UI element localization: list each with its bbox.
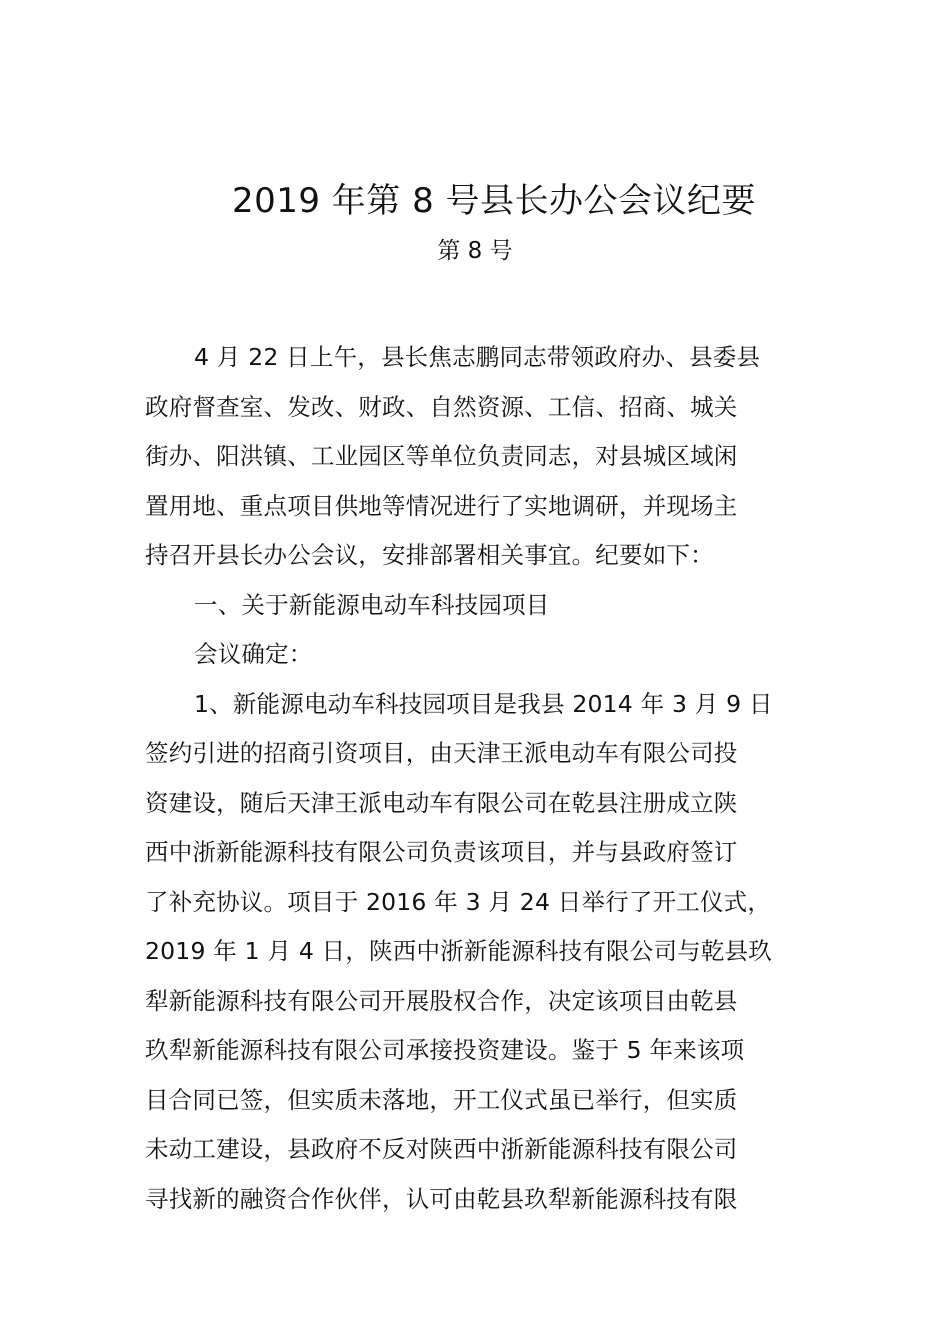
document-number: 第 8 号 xyxy=(437,238,513,264)
body-line: 签约引进的招商引资项目，由天津王派电动车有限公司投 xyxy=(145,739,738,767)
body-line: 1、新能源电动车科技园项目是我县 2014 年 3 月 9 日 xyxy=(194,689,773,718)
body-line: 会议确定： xyxy=(194,640,313,668)
body-line: 街办、阳洪镇、工业园区等单位负责同志，对县城区域闲 xyxy=(145,442,738,470)
body-line: 置用地、重点项目供地等情况进行了实地调研，并现场主 xyxy=(145,491,738,520)
body-line: 目合同已签，但实质未落地，开工仪式虽已举行，但实质 xyxy=(145,1085,738,1114)
body-line: 寻找新的融资合作伙伴，认可由乾县玖犁新能源科技有限 xyxy=(145,1184,738,1213)
body-line: 2019 年 1 月 4 日，陕西中浙新能源科技有限公司与乾县玖 xyxy=(145,937,772,965)
document-title: 2019 年第 8 号县长办公会议纪要 xyxy=(231,181,757,221)
section-heading: 一、关于新能源电动车科技园项目 xyxy=(194,590,550,619)
body-line: 玖犁新能源科技有限公司承接投资建设。鉴于 5 年来该项 xyxy=(145,1036,745,1064)
body-line: 犁新能源科技有限公司开展股权合作，决定该项目由乾县 xyxy=(145,986,738,1015)
body-line: 4 月 22 日上午，县长焦志鹏同志带领政府办、县委县 xyxy=(194,343,761,371)
body-line: 政府督查室、发改、财政、自然资源、工信、招商、城关 xyxy=(145,392,738,421)
body-line: 资建设，随后天津王派电动车有限公司在乾县注册成立陕 xyxy=(145,788,738,817)
body-line: 未动工建设，县政府不反对陕西中浙新能源科技有限公司 xyxy=(145,1135,738,1163)
body-line: 了补充协议。项目于 2016 年 3 月 24 日举行了开工仪式， xyxy=(145,887,772,916)
body-line: 持召开县长办公会议，安排部署相关事宜。纪要如下： xyxy=(145,541,714,569)
body-line: 西中浙新能源科技有限公司负责该项目，并与县政府签订 xyxy=(145,838,738,866)
document-body xyxy=(145,333,835,1224)
